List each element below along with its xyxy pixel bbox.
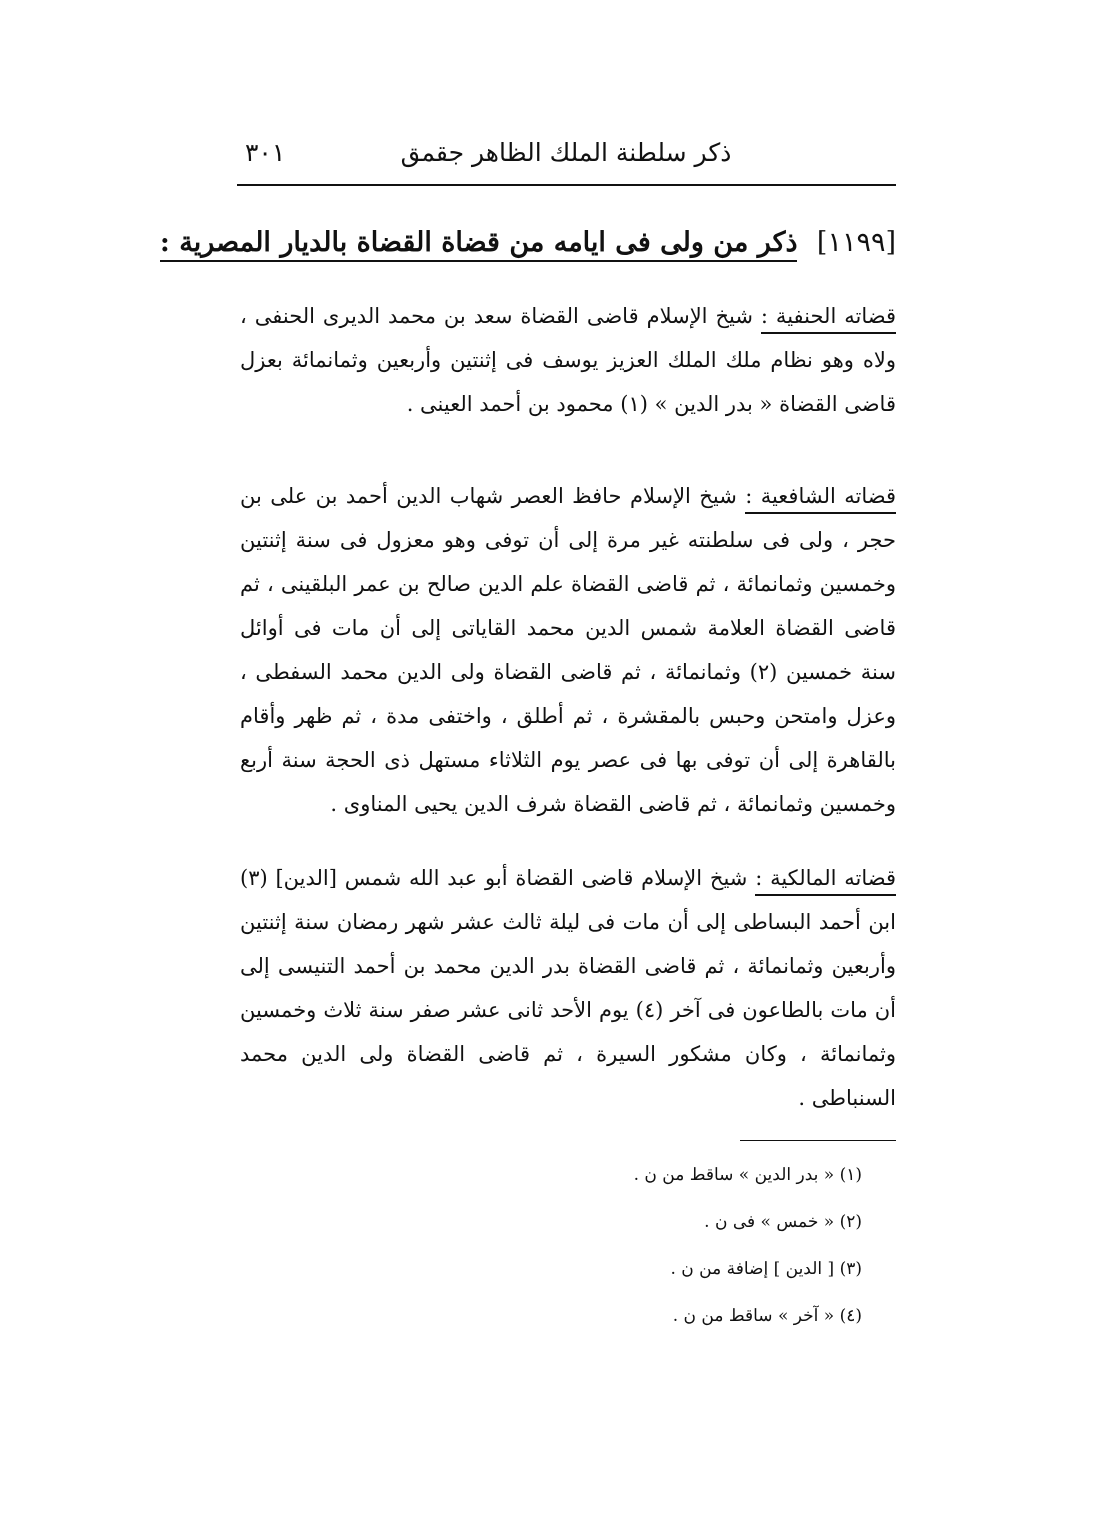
header-rule (237, 184, 896, 186)
footnotes (500, 1160, 862, 1348)
footnote-1: (١) « بدر الدين » ساقط من ن . (633, 1165, 862, 1185)
section-title: ذكر من ولى فى ايامه من قضاة القضاة بالديار المصرية : (160, 227, 798, 262)
paragraph-label: قضاته المالكية : (755, 866, 896, 896)
running-head-title: ذكر سلطنة الملك الظاهر جقمق (400, 138, 732, 167)
paragraph-shafii (240, 474, 896, 826)
paragraph-text: شيخ الإسلام حافظ العصر شهاب الدين أحمد بن على بن حجر ، ولى فى سلطنته غير مرة إلى أن توفى وهو معزول فى سنة إثنتين وخمسين وثمانمائة ، ثم قاضى القضاة علم الدين صالح بن عمر البلقينى ، ثم قاضى القضاة العلامة شمس الدين محمد القاياتى إلى أن مات فى أوائل سنة خمسين (٢) وثمانمائة ، ثم قاضى القضاة ولى الدين محمد السفطى ، وعزل وامتحن وحبس بالمقشرة ، ثم أطلق ، واختفى مدة ، ثم ظهر وأقام بالقاهرة إلى أن توفى بها فى عصر يوم الثلاثاء مستهل ذى الحجة سنة أربع وخمسين وثمانمائة ، ثم قاضى القضاة شرف الدين يحيى المناوى . (240, 484, 896, 816)
page-number: ٣٠١ (245, 138, 286, 167)
footnote-2: (٢) « خمس » فى ن . (704, 1212, 862, 1232)
paragraph-label: قضاته الشافعية : (745, 484, 896, 514)
running-head (237, 130, 895, 180)
footnote-4: (٤) « آخر » ساقط من ن . (672, 1306, 862, 1326)
paragraph-maliki (240, 856, 896, 1120)
section-heading (159, 222, 896, 264)
paragraph-text: شيخ الإسلام قاضى القضاة أبو عبد الله شمس [الدين] (٣) ابن أحمد البساطى إلى أن مات فى ليلة ثالث عشر شهر رمضان سنة إثنتين وأربعين وثمانمائة ، ثم قاضى القضاة بدر الدين محمد بن أحمد التنيسى إلى أن مات بالطاعون فى آخر (٤) يوم الأحد ثانى عشر صفر سنة ثلاث وخمسين وثمانمائة ، وكان مشكور السيرة ، ثم قاضى القضاة ولى الدين محمد السنباطى . (240, 866, 896, 1110)
paragraph-text: شيخ الإسلام قاضى القضاة سعد بن محمد الديرى الحنفى ، ولاه وهو نظام ملك الملك العزيز يوسف فى إثنتين وأربعين وثمانمائة بعزل قاضى القضاة « بدر الدين » (١) محمود بن أحمد العينى . (240, 304, 896, 416)
footnote-3: (٣) [ الدين ] إضافة من ن . (670, 1259, 862, 1279)
section-number: [١١٩٩] (816, 227, 896, 258)
footnote-rule (740, 1140, 896, 1141)
paragraph-label: قضاته الحنفية : (761, 304, 896, 334)
paragraph-hanafi (240, 294, 896, 426)
